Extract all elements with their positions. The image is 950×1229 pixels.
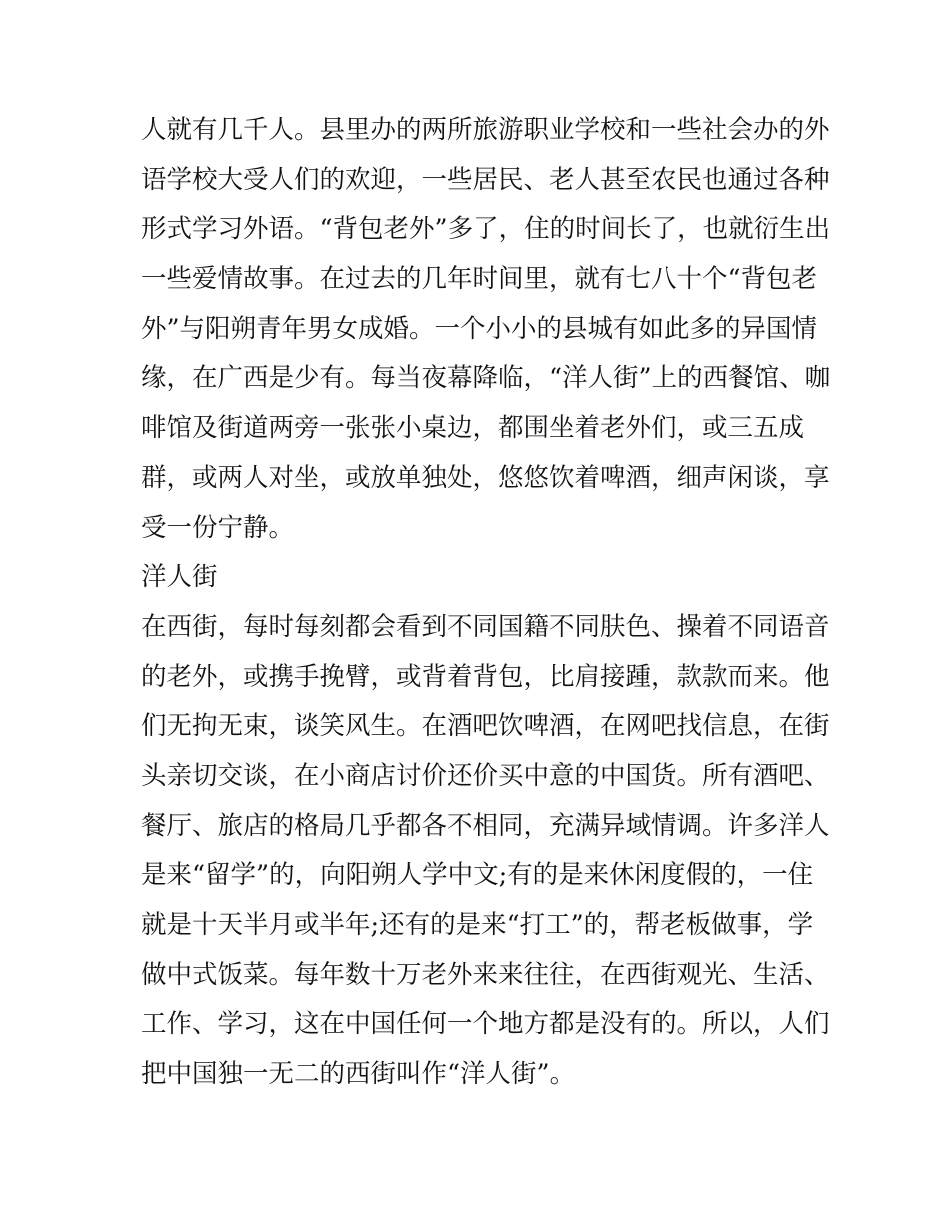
text-line: 在西街，每时每刻都会看到不同国籍不同肤色、操着不同语音: [141, 611, 830, 642]
text-line: 们无拘无束，谈笑风生。在酒吧饮啤酒，在网吧找信息，在街: [141, 711, 830, 742]
text-line: 啡馆及街道两旁一张张小桌边，都围坐着老外们，或三五成: [141, 413, 805, 444]
body-text: [141, 106, 831, 1100]
text-line: 头亲切交谈，在小商店讨价还价买中意的中国货。所有酒吧、: [141, 760, 830, 791]
text-line: 一些爱情故事。在过去的几年时间里，就有七八十个“背包老: [141, 264, 818, 295]
text-line: 做中式饭菜。每年数十万老外来来往往，在西街观光、生活、: [141, 959, 830, 990]
text-line: 形式学习外语。“背包老外”多了，住的时间长了，也就衍生出: [141, 214, 831, 245]
text-line: 工作、学习，这在中国任何一个地方都是没有的。所以，人们: [141, 1009, 830, 1040]
section-heading: 洋人街: [141, 562, 218, 593]
text-line: 群，或两人对坐，或放单独处，悠悠饮着啤酒，细声闲谈，享: [141, 462, 830, 493]
text-line: 就是十天半月或半年;还有的是来“打工”的，帮老板做事，学: [141, 910, 814, 940]
text-line: 外”与阳朔青年男女成婚。一个小小的县城有如此多的异国情: [141, 313, 818, 344]
text-line: 人就有几千人。县里办的两所旅游职业学校和一些社会办的外: [141, 115, 830, 145]
text-line: 餐厅、旅店的格局几乎都各不相同，充满异域情调。许多洋人: [141, 810, 830, 841]
text-line: 缘，在广西是少有。每当夜幕降临，“洋人街”上的西餐馆、咖: [141, 363, 831, 394]
text-line: 的老外，或携手挽臂，或背着背包，比肩接踵，款款而来。他: [141, 661, 830, 692]
text-line: 把中国独一无二的西街叫作“洋人街”。: [141, 1059, 576, 1090]
text-line: 语学校大受人们的欢迎，一些居民、老人甚至农民也通过各种: [141, 164, 830, 195]
text-line: 受一份宁静。: [141, 512, 295, 543]
text-line: 是来“留学”的，向阳朔人学中文;有的是来休闲度假的，一住: [141, 860, 814, 891]
